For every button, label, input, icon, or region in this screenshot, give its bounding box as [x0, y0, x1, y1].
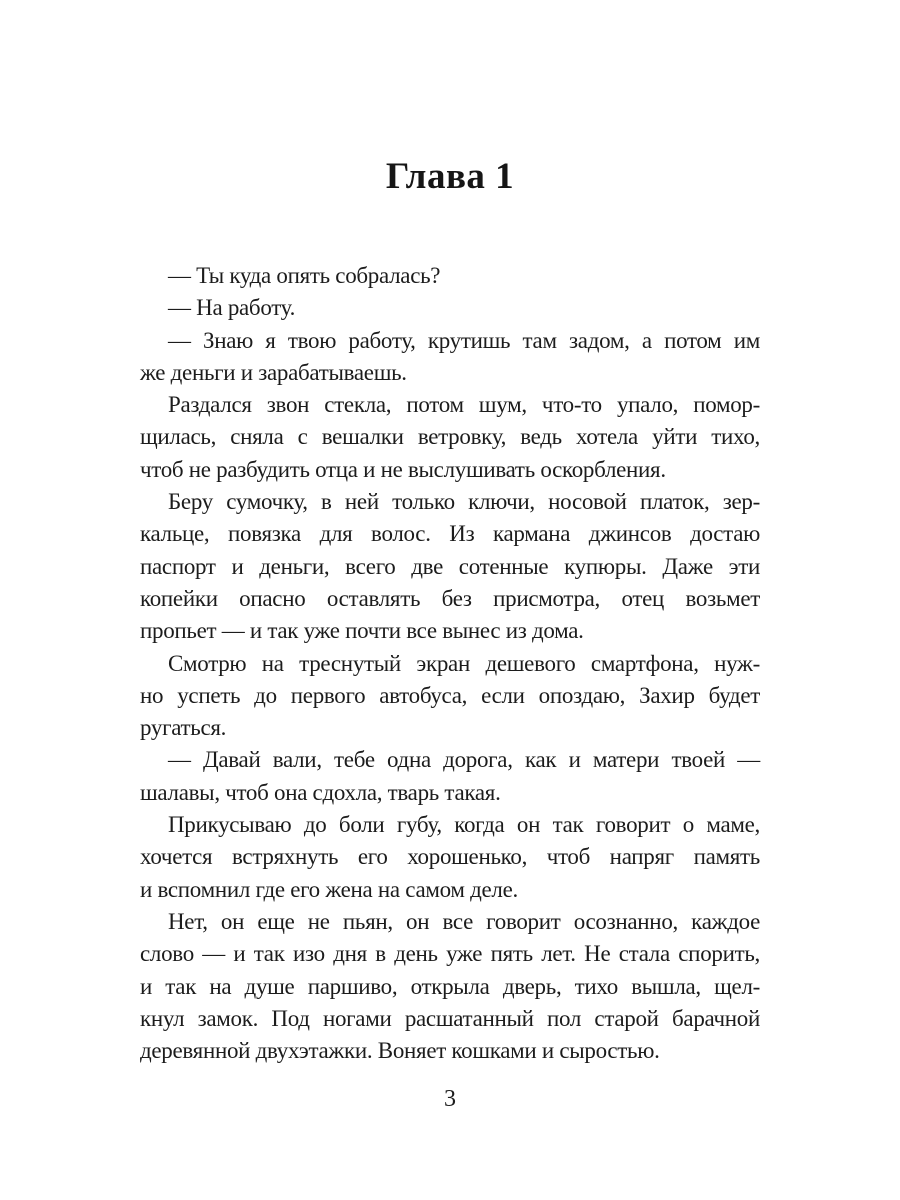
- paragraph: [140, 486, 760, 647]
- text-line: Прикусываю до боли губу, когда он так говорит о маме,: [168, 812, 760, 838]
- text-line: — На работу.: [168, 295, 296, 321]
- paragraph: [140, 325, 760, 390]
- paragraph: [140, 648, 760, 745]
- text-line: кнул замок. Под ногами расшатанный пол старой барачной: [140, 1005, 760, 1031]
- text-line: но успеть до первого автобуса, если опоздаю, Захир будет: [140, 682, 760, 708]
- text-line: паспорт и деньги, всего две сотенные купюры. Даже эти: [140, 553, 760, 579]
- paragraph: [140, 389, 760, 486]
- paragraph: [140, 809, 760, 906]
- text-block: [140, 260, 760, 1067]
- text-line: деревянной двухэтажки. Воняет кошками и сыростью.: [140, 1038, 660, 1064]
- text-line: пропьет — и так уже почти все вынес из дома.: [140, 618, 584, 644]
- text-line: — Знаю я твою работу, крутишь там задом, а потом им: [168, 327, 760, 353]
- text-line: Беру сумочку, в ней только ключи, носовой платок, зер-: [168, 489, 760, 515]
- text-line: — Давай вали, тебе одна дорога, как и матери твоей —: [168, 747, 760, 773]
- text-line: Раздался звон стекла, потом шум, что-то упало, помор-: [168, 392, 760, 418]
- chapter-title: Глава 1: [385, 156, 515, 197]
- paragraph: [140, 292, 760, 324]
- text-line: Нет, он еще не пьян, он все говорит осознанно, каждое: [168, 908, 760, 934]
- text-line: ругаться.: [140, 715, 227, 741]
- text-line: слово — и так изо дня в день уже пять лет. Не стала спорить,: [140, 941, 760, 967]
- text-line: — Ты куда опять собралась?: [168, 263, 441, 288]
- text-line: Смотрю на треснутый экран дешевого смартфона, нуж-: [168, 650, 760, 676]
- text-line: и так на душе паршиво, открыла дверь, тихо вышла, щел-: [140, 973, 760, 999]
- text-line: щилась, сняла с вешалки ветровку, ведь хотела уйти тихо,: [140, 424, 760, 450]
- paragraph: [140, 744, 760, 809]
- text-line: чтоб не разбудить отца и не выслушивать оскорбления.: [140, 456, 666, 482]
- text-line: кальце, повязка для волос. Из кармана джинсов достаю: [140, 521, 760, 547]
- text-line: хочется встряхнуть его хорошенько, чтоб напряг память: [140, 844, 760, 870]
- text-line: же деньги и зарабатываешь.: [140, 359, 407, 385]
- text-line: шалавы, чтоб она сдохла, тварь такая.: [140, 779, 501, 805]
- paragraph: [140, 906, 760, 1067]
- page-number: 3: [444, 1086, 456, 1112]
- text-line: копейки опасно оставлять без присмотра, отец возьмет: [140, 585, 760, 611]
- text-line: и вспомнил где его жена на самом деле.: [140, 876, 518, 902]
- paragraph: [140, 260, 760, 292]
